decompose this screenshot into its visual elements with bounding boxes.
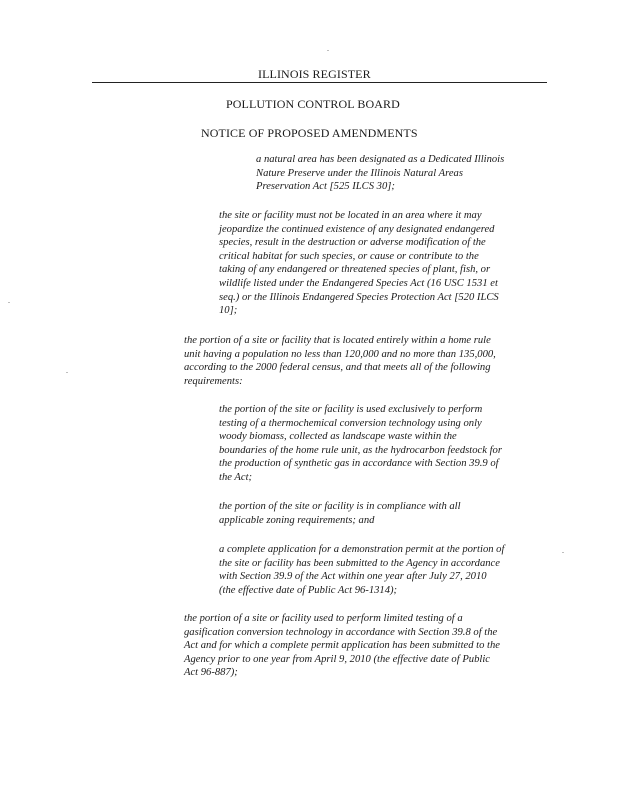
text-line: unit having a population no less than 120,000 and no more than 135,000,	[184, 348, 496, 360]
text-line: according to the 2000 federal census, and that meets all of the following	[184, 362, 491, 374]
text-line: seq.) or the Illinois Endangered Species Protection Act [520 ILCS	[219, 291, 499, 303]
text-line: gasification conversion technology in accordance with Section 39.8 of the	[184, 626, 498, 638]
text-line: Act 96-887);	[184, 667, 238, 679]
board-title: POLLUTION CONTROL BOARD	[226, 97, 400, 111]
text-line: taking of any endangered or threatened species of plant, fish, or	[219, 264, 491, 276]
header-rule	[92, 82, 547, 83]
text-line: Preservation Act [525 ILCS 30];	[256, 181, 395, 193]
text-line: Agency prior to one year from April 9, 2010 (the effective date of Public	[184, 653, 490, 665]
paragraph-demonstration-permit	[219, 543, 504, 597]
text-line: the portion of a site or facility that is located entirely within a home rule	[184, 335, 491, 346]
text-line: boundaries of the home rule unit, as the hydrocarbon feedstock for	[219, 444, 502, 456]
margin-mark-right: .	[562, 546, 564, 555]
text-line: the Act;	[219, 471, 253, 483]
text-line: the portion of the site or facility is in compliance with all	[219, 501, 461, 512]
text-line: the site or facility has been submitted to the Agency in accordance	[219, 557, 500, 569]
text-line: the site or facility must not be located in an area where it may	[219, 210, 482, 221]
register-title: ILLINOIS REGISTER	[258, 67, 371, 81]
text-line: critical habitat for such species, or cause or contribute to the	[219, 250, 479, 262]
paragraph-gasification-testing	[184, 612, 500, 680]
margin-mark-left: .	[8, 296, 10, 305]
text-line: species, result in the destruction or adverse modification of the	[219, 237, 486, 249]
margin-mark-top: .	[327, 44, 329, 53]
paragraph-zoning	[219, 500, 461, 527]
text-line: a natural area has been designated as a Dedicated Illinois	[256, 154, 505, 165]
paragraph-endangered-species	[219, 209, 499, 318]
paragraph-thermochemical-testing	[219, 403, 502, 485]
paragraph-nature-preserve	[256, 153, 504, 194]
text-line: the production of synthetic gas in accordance with Section 39.9 of	[219, 458, 499, 470]
text-line: the portion of a site or facility used to perform limited testing of a	[184, 613, 463, 624]
paragraph-home-rule-unit	[184, 334, 496, 388]
text-line: requirements:	[184, 375, 243, 387]
text-line: wildlife listed under the Endangered Species Act (16 USC 1531 et	[219, 277, 498, 289]
text-line: a complete application for a demonstration permit at the portion of	[219, 544, 505, 555]
margin-mark-left: .	[66, 366, 68, 375]
text-line: 10];	[219, 305, 238, 317]
notice-title: NOTICE OF PROPOSED AMENDMENTS	[201, 126, 418, 140]
text-line: the portion of the site or facility is used exclusively to perform	[219, 404, 483, 415]
text-line: with Section 39.9 of the Act within one year after July 27, 2010	[219, 571, 487, 583]
text-line: woody biomass, collected as landscape waste within the	[219, 431, 457, 443]
text-line: jeopardize the continued existence of any designated endangered	[219, 223, 495, 235]
text-line: Act and for which a complete permit application has been submitted to the	[184, 640, 500, 652]
text-line: (the effective date of Public Act 96-1314);	[219, 584, 398, 596]
text-line: applicable zoning requirements; and	[219, 514, 375, 526]
text-line: testing of a thermochemical conversion technology using only	[219, 417, 482, 429]
text-line: Nature Preserve under the Illinois Natural Areas	[256, 167, 463, 179]
